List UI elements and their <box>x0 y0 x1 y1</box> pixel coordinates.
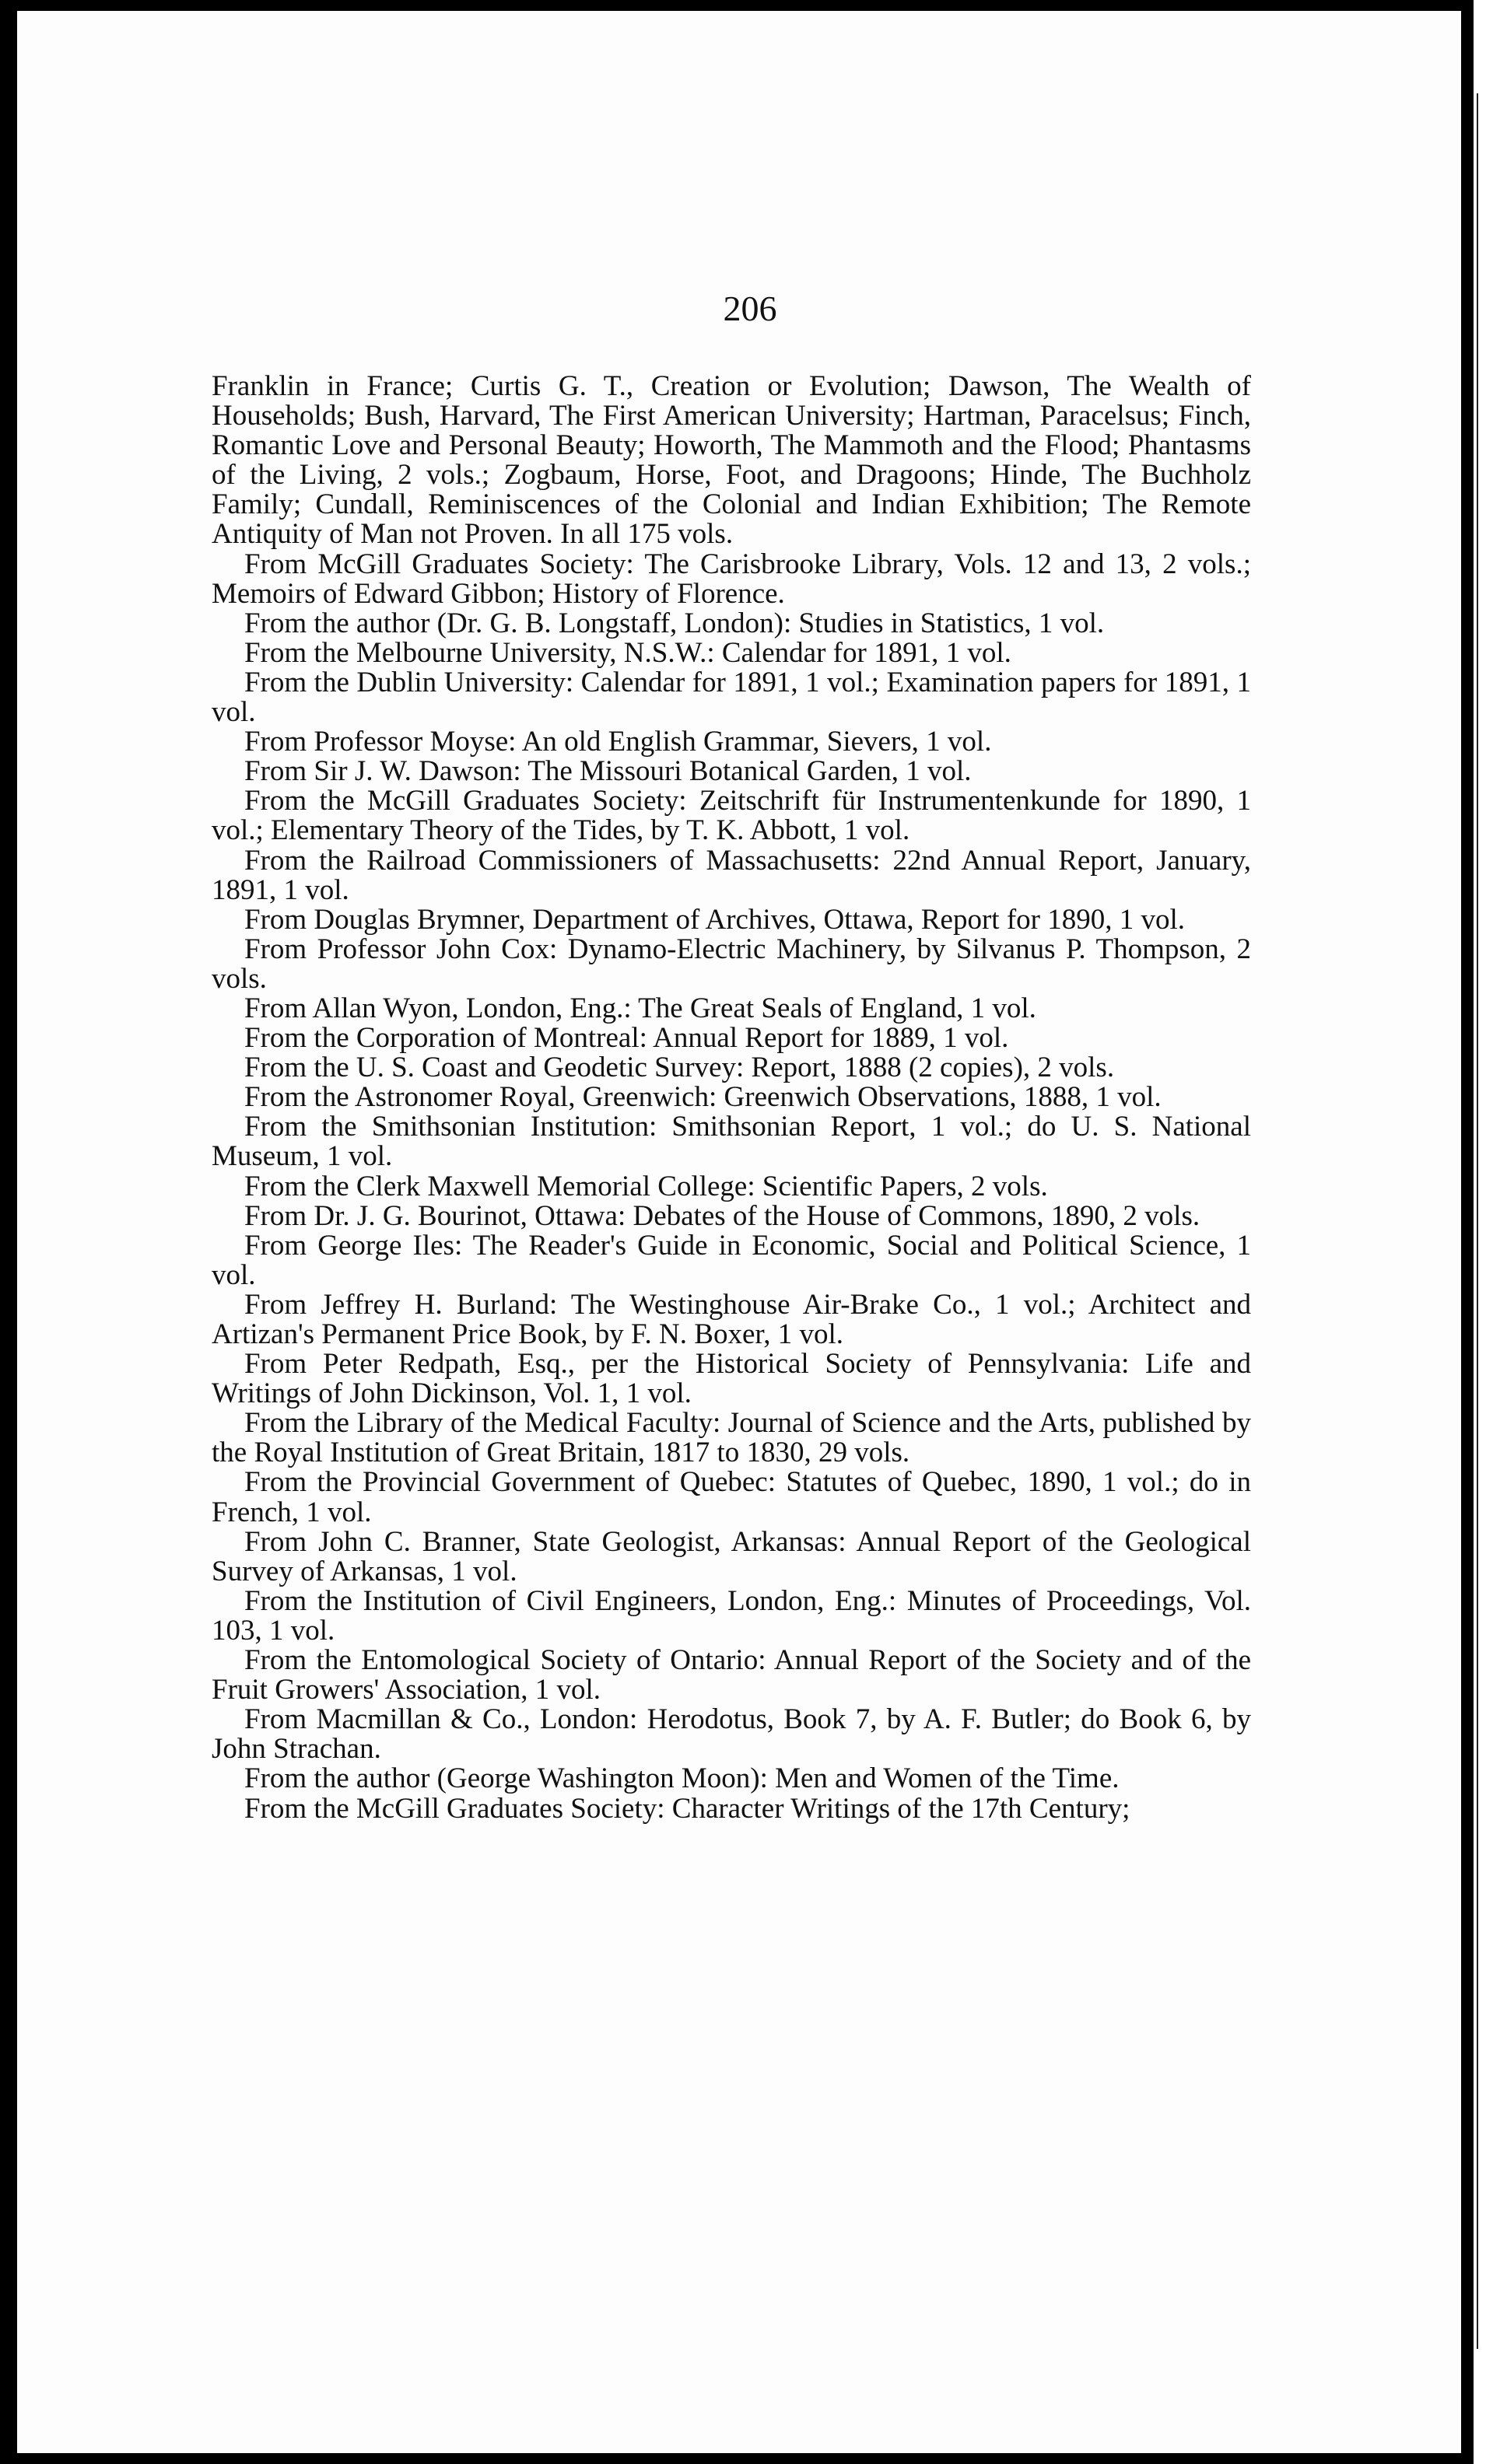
paragraph: From the Institution of Civil Engineers, London, Eng.: Minutes of Proceedings, Vol. 103, 1 vol. <box>212 1584 1251 1647</box>
paragraph: From the Astronomer Royal, Greenwich: Greenwich Observations, 1888, 1 vol. <box>244 1081 1162 1114</box>
paragraph: From the Entomological Society of Ontario: Annual Report of the Society and of the Fruit Growers' Association, 1 vol. <box>212 1644 1251 1706</box>
paragraph: From the U. S. Coast and Geodetic Survey: Report, 1888 (2 copies), 2 vols. <box>244 1052 1115 1084</box>
paragraph: From the McGill Graduates Society: Character Writings of the 17th Century; <box>244 1792 1130 1825</box>
paragraph: From the Railroad Commissioners of Massachusetts: 22nd Annual Report, January, 1891, 1 vol. <box>212 844 1251 906</box>
paragraph: From the Provincial Government of Quebec: Statutes of Quebec, 1890, 1 vol.; do in French, 1 vol. <box>212 1466 1251 1528</box>
page-gutter <box>1469 0 1500 2464</box>
paragraph: From the Smithsonian Institution: Smithsonian Report, 1 vol.; do U. S. National Museum, 1 vol. <box>212 1111 1251 1173</box>
page-number: 206 <box>723 289 777 328</box>
paragraph: From Professor John Cox: Dynamo-Electric Machinery, by Silvanus P. Thompson, 2 vols. <box>212 933 1251 995</box>
paragraph: From Allan Wyon, London, Eng.: The Great Seals of England, 1 vol. <box>244 992 1036 1024</box>
body-text <box>212 372 1251 1824</box>
paragraph: From the author (George Washington Moon): Men and Women of the Time. <box>244 1762 1120 1795</box>
paragraph: From Sir J. W. Dawson: The Missouri Botanical Garden, 1 vol. <box>244 755 972 788</box>
paragraph: From the Clerk Maxwell Memorial College: Scientific Papers, 2 vols. <box>244 1170 1048 1202</box>
gutter-line <box>1477 93 1478 2349</box>
paragraph: Franklin in France; Curtis G. T., Creation or Evolution; Dawson, The Wealth of Households; Bush, Harvard, The First American University; Hartman, Paracelsus; Finch, Romantic Love and Personal Beauty; Howorth, The Mammoth and the Flood; Phantasms of the Living, 2 vols.; Zogbaum, Horse, Foot, and Dragoons; Hinde, The Buchholz Family; Cundall, Reminiscences of the Colonial and Indian Exhibition; The Remote Antiquity of Man not Proven. In all 175 vols. <box>212 370 1251 551</box>
paragraph: From Peter Redpath, Esq., per the Historical Society of Pennsylvania: Life and Writings of John Dickinson, Vol. 1, 1 vol. <box>212 1348 1251 1410</box>
paragraph: From the Library of the Medical Faculty: Journal of Science and the Arts, published by the Royal Institution of Great Britain, 1817 to 1830, 29 vols. <box>212 1407 1251 1469</box>
paragraph: From McGill Graduates Society: The Carisbrooke Library, Vols. 12 and 13, 2 vols.; Memoirs of Edward Gibbon; History of Florence. <box>212 548 1251 610</box>
paragraph: From the Corporation of Montreal: Annual Report for 1889, 1 vol. <box>244 1022 1009 1055</box>
paragraph: From John C. Branner, State Geologist, Arkansas: Annual Report of the Geological Survey of Arkansas, 1 vol. <box>212 1525 1251 1587</box>
paragraph: From Dr. J. G. Bourinot, Ottawa: Debates of the House of Commons, 1890, 2 vols. <box>244 1199 1200 1232</box>
paragraph: From Professor Moyse: An old English Grammar, Sievers, 1 vol. <box>244 726 992 758</box>
paragraph: From the Dublin University: Calendar for 1891, 1 vol.; Examination papers for 1891, 1 vol. <box>212 666 1251 729</box>
paragraph: From Douglas Brymner, Department of Archives, Ottawa, Report for 1890, 1 vol. <box>244 903 1186 936</box>
paragraph: From the Melbourne University, N.S.W.: Calendar for 1891, 1 vol. <box>244 636 1011 669</box>
paragraph: From Macmillan & Co., London: Herodotus, Book 7, by A. F. Butler; do Book 6, by John Strachan. <box>212 1703 1251 1766</box>
paragraph: From Jeffrey H. Burland: The Westinghouse Air-Brake Co., 1 vol.; Architect and Artizan's Permanent Price Book, by F. N. Boxer, 1 vol. <box>212 1288 1251 1350</box>
paragraph: From George Iles: The Reader's Guide in Economic, Social and Political Science, 1 vol. <box>212 1229 1251 1291</box>
paragraph: From the author (Dr. G. B. Longstaff, London): Studies in Statistics, 1 vol. <box>244 607 1105 639</box>
paragraph: From the McGill Graduates Society: Zeitschrift für Instrumentenkunde for 1890, 1 vol.; Elementary Theory of the Tides, by T. K. Abbott, 1 vol. <box>212 785 1251 847</box>
